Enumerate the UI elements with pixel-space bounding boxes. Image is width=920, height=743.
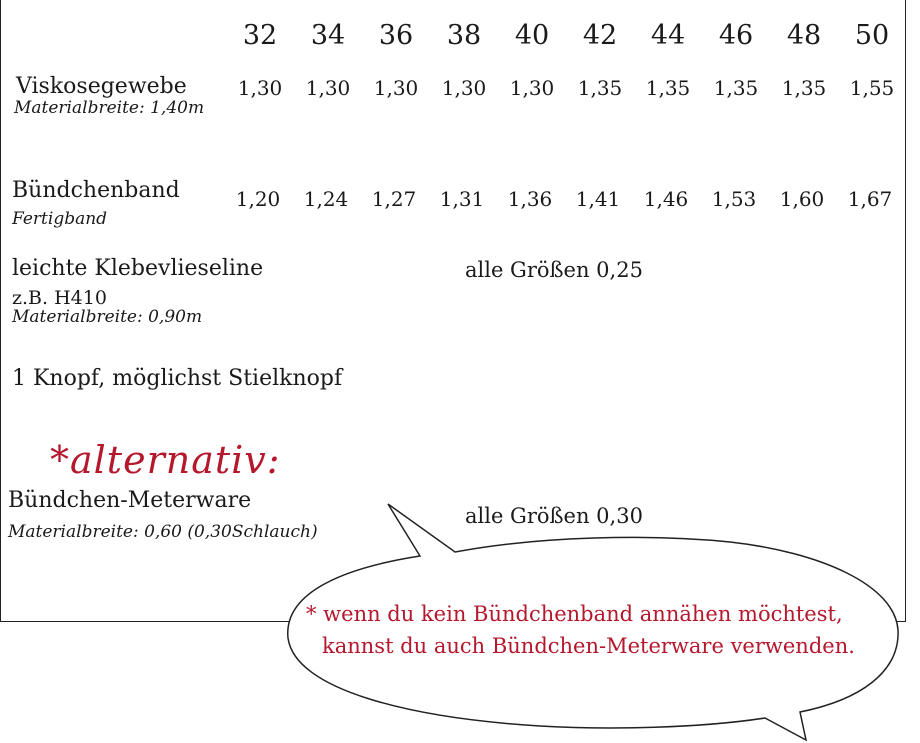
row-label: Bündchenband <box>12 178 180 203</box>
size-header-cell: 40 <box>514 20 550 51</box>
size-header-cell: 36 <box>378 20 414 51</box>
size-header-cell: 44 <box>650 20 686 51</box>
value-cell: 1,67 <box>847 187 893 211</box>
bubble-line-1: * wenn du kein Bündchenband annähen möchtest, <box>306 602 843 626</box>
row-label: Bündchen-Meterware <box>8 488 252 513</box>
all-sizes-value: alle Größen 0,30 <box>465 504 643 528</box>
row-sublabel: Materialbreite: 0,60 (0,30Schlauch) <box>8 522 318 542</box>
value-cell: 1,35 <box>713 76 759 100</box>
row-label: 1 Knopf, möglichst Stielknopf <box>12 366 343 391</box>
value-cell: 1,30 <box>509 76 555 100</box>
size-header-cell: 48 <box>786 20 822 51</box>
size-header-cell: 42 <box>582 20 618 51</box>
value-cell: 1,55 <box>849 76 895 100</box>
bubble-line-2: kannst du auch Bündchen-Meterware verwenden. <box>322 634 855 658</box>
row-sublabel: Materialbreite: 1,40m <box>14 98 205 118</box>
size-header-cell: 50 <box>854 20 890 51</box>
value-cell: 1,46 <box>643 187 689 211</box>
row-label: leichte Klebevlieseline <box>12 256 264 281</box>
value-cell: 1,30 <box>237 76 283 100</box>
row-sublabel: Materialbreite: 0,90m <box>12 307 203 327</box>
value-cell: 1,35 <box>645 76 691 100</box>
size-header-cell: 32 <box>242 20 278 51</box>
value-cell: 1,24 <box>303 187 349 211</box>
row-label: Viskosegewebe <box>16 74 187 99</box>
value-cell: 1,20 <box>235 187 281 211</box>
size-header-cell: 46 <box>718 20 754 51</box>
value-cell: 1,35 <box>577 76 623 100</box>
value-cell: 1,30 <box>373 76 419 100</box>
value-cell: 1,35 <box>781 76 827 100</box>
value-cell: 1,41 <box>575 187 621 211</box>
value-cell: 1,53 <box>711 187 757 211</box>
value-cell: 1,30 <box>305 76 351 100</box>
value-cell: 1,30 <box>441 76 487 100</box>
row-note: z.B. H410 <box>12 287 107 309</box>
all-sizes-value: alle Größen 0,25 <box>465 258 643 282</box>
row-sublabel: Fertigband <box>12 209 108 229</box>
alternative-heading: *alternativ: <box>50 438 281 482</box>
size-header-cell: 38 <box>446 20 482 51</box>
value-cell: 1,60 <box>779 187 825 211</box>
value-cell: 1,36 <box>507 187 553 211</box>
value-cell: 1,27 <box>371 187 417 211</box>
size-header-cell: 34 <box>310 20 346 51</box>
value-cell: 1,31 <box>439 187 485 211</box>
